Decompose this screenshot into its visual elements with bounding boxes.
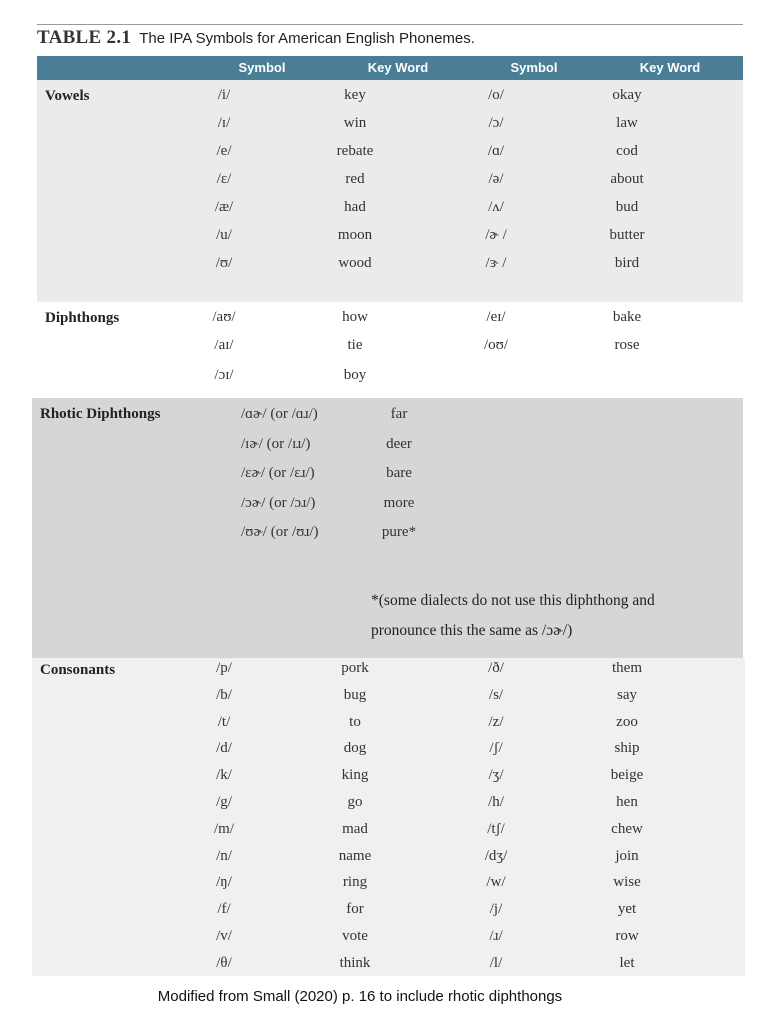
rhotic-diphthongs-label: Rhotic Diphthongs [40, 406, 161, 422]
vowels-label: Vowels [45, 88, 90, 104]
header-symbol-2: Symbol [510, 60, 558, 75]
vowels-keyword-cell: cod [616, 143, 638, 159]
vowels-keyword-cell: red [345, 171, 365, 187]
consonants-keyword-cell: wise [613, 874, 641, 891]
rhotic-symbol-cell: /ɑɚ/ (or /ɑɹ/) [241, 406, 318, 422]
vowels-symbol-cell: /ɝ / [485, 255, 507, 271]
consonants-symbol-cell: /dʒ/ [484, 847, 508, 864]
consonants-symbol-cell: /n/ [216, 847, 232, 864]
diphthongs-keyword-cell: bake [612, 309, 642, 325]
vowels-keyword-cell: law [616, 115, 638, 131]
rhotic-symbol-cell: /ɔɚ/ (or /ɔɹ/) [241, 494, 316, 511]
consonants-symbol-cell: /d/ [216, 740, 232, 757]
consonants-keyword-cell: zoo [616, 713, 638, 730]
consonants-symbol-cell: /ð/ [488, 660, 504, 676]
consonants-symbol-cell: /ʒ/ [488, 767, 504, 784]
vowels-symbol-cell: /ɔ/ [488, 115, 504, 131]
header-keyword-2: Key Word [639, 60, 701, 75]
consonants-keyword-cell: mad [342, 820, 368, 837]
consonants-keyword-cell: row [615, 928, 639, 944]
vowels-symbol-cell: /u/ [216, 227, 232, 243]
consonants-symbol-cell: /j/ [489, 901, 503, 918]
vowels-symbol-cell: /ɛ/ [216, 171, 232, 187]
table-number: TABLE 2.1 [37, 27, 132, 48]
consonants-label: Consonants [40, 662, 116, 678]
consonants-symbol-cell: /l/ [489, 954, 503, 971]
diphthongs-keyword-cell: rose [614, 337, 640, 353]
consonants-keyword-cell: them [612, 660, 642, 676]
diphthongs-symbol-cell: /ɔɪ/ [214, 367, 234, 383]
vowels-keyword-cell: had [344, 199, 366, 215]
diphthongs-symbol-cell: /eɪ/ [486, 309, 506, 325]
consonants-symbol-cell: /f/ [217, 901, 231, 918]
consonants-symbol-cell: /t/ [217, 713, 231, 730]
vowels-symbol-cell: /ɚ / [485, 227, 507, 243]
figure-caption: Modified from Small (2020) p. 16 to include rhotic diphthongs [157, 988, 563, 1005]
vowels-keyword-cell: wood [338, 255, 372, 271]
top-rule [37, 24, 743, 25]
rhotic-keyword-cell: far [390, 406, 408, 422]
consonants-keyword-cell: ship [614, 740, 640, 757]
table-title [37, 27, 743, 55]
consonants-keyword-cell: bug [343, 686, 367, 703]
diphthongs-symbol-cell: /oʊ/ [483, 337, 509, 353]
consonants-symbol-cell: /v/ [216, 928, 232, 944]
consonants-keyword-cell: chew [611, 820, 643, 837]
consonants-keyword-cell: go [347, 794, 363, 810]
diphthongs-symbol-cell: /aɪ/ [214, 337, 234, 353]
vowels-symbol-cell: /ʌ/ [488, 199, 504, 215]
consonants-symbol-cell: /tʃ/ [487, 820, 505, 837]
consonants-symbol-cell: /w/ [486, 874, 506, 891]
vowels-symbol-cell: /o/ [488, 87, 504, 103]
consonants-symbol-cell: /z/ [488, 713, 504, 730]
consonants-symbol-cell: /ŋ/ [216, 874, 232, 891]
consonants-symbol-cell: /h/ [488, 794, 504, 810]
column-header-row [37, 56, 743, 80]
consonants-keyword-cell: yet [617, 901, 637, 918]
diphthongs-keyword-cell: boy [343, 367, 367, 383]
rhotic-symbol-cell: /ɛɚ/ (or /ɛɹ/) [241, 465, 315, 481]
rhotic-keyword-cell: more [383, 494, 415, 511]
vowels-symbol-cell: /e/ [216, 143, 232, 159]
consonants-keyword-cell: ring [342, 874, 368, 891]
consonants-symbol-cell: /ɹ/ [489, 928, 503, 944]
vowels-keyword-cell: moon [337, 227, 373, 243]
vowels-symbol-cell: /æ/ [214, 199, 234, 215]
consonants-symbol-cell: /θ/ [216, 954, 232, 971]
consonants-keyword-cell: name [338, 847, 372, 864]
vowels-symbol-cell: /ə/ [488, 171, 504, 187]
consonants-keyword-cell: beige [610, 767, 644, 784]
rhotic-footnote-line-1: *(some dialects do not use this diphthong and [371, 592, 655, 609]
consonants-keyword-cell: for [346, 901, 364, 918]
consonants-symbol-cell: /m/ [213, 820, 234, 837]
consonants-symbol-cell: /ʃ/ [489, 740, 503, 757]
rhotic-footnote-line-2: pronounce this the same as /ɔɚ/) [371, 622, 573, 639]
vowels-keyword-cell: butter [609, 227, 645, 243]
diphthongs-symbol-cell: /aʊ/ [212, 309, 236, 325]
consonants-keyword-cell: dog [343, 740, 367, 757]
consonants-keyword-cell: to [349, 713, 361, 730]
consonants-symbol-cell: /p/ [216, 660, 232, 676]
vowels-symbol-cell: /i/ [217, 87, 231, 103]
rhotic-symbol-cell: /ɪɚ/ (or /ɪɹ/) [241, 435, 311, 452]
table-title-text: The IPA Symbols for American English Phonemes. [139, 30, 475, 47]
consonants-symbol-cell: /g/ [216, 794, 232, 810]
rhotic-keyword-cell: bare [386, 465, 412, 481]
consonants-keyword-cell: pork [341, 660, 369, 676]
header-symbol-1: Symbol [238, 60, 286, 75]
vowels-keyword-cell: about [610, 171, 644, 187]
consonants-keyword-cell: hen [616, 794, 638, 810]
consonants-keyword-cell: say [617, 686, 637, 703]
vowels-keyword-cell: bird [614, 255, 640, 271]
header-keyword-1: Key Word [367, 60, 429, 75]
consonants-keyword-cell: vote [342, 928, 368, 944]
vowels-symbol-cell: /ʊ/ [215, 255, 233, 271]
rhotic-keyword-cell: deer [386, 435, 412, 452]
consonants-keyword-cell: let [619, 954, 635, 971]
vowels-keyword-cell: okay [612, 87, 642, 103]
consonants-keyword-cell: join [615, 847, 639, 864]
vowels-keyword-cell: bud [615, 199, 639, 215]
consonants-keyword-cell: king [341, 767, 369, 784]
diphthongs-keyword-cell: how [342, 309, 368, 325]
diphthongs-keyword-cell: tie [347, 337, 363, 353]
diphthongs-label: Diphthongs [45, 310, 120, 326]
consonants-symbol-cell: /s/ [488, 686, 504, 703]
vowels-keyword-cell: win [343, 115, 367, 131]
vowels-symbol-cell: /ɑ/ [487, 143, 505, 159]
consonants-keyword-cell: think [339, 954, 371, 971]
vowels-symbol-cell: /ɪ/ [217, 115, 231, 131]
rhotic-keyword-cell: pure* [381, 524, 417, 540]
consonants-symbol-cell: /b/ [216, 686, 232, 703]
consonants-symbol-cell: /k/ [216, 767, 232, 784]
vowels-keyword-cell: rebate [336, 143, 374, 159]
rhotic-symbol-cell: /ʊɚ/ (or /ʊɹ/) [241, 524, 319, 540]
vowels-keyword-cell: key [344, 87, 366, 103]
